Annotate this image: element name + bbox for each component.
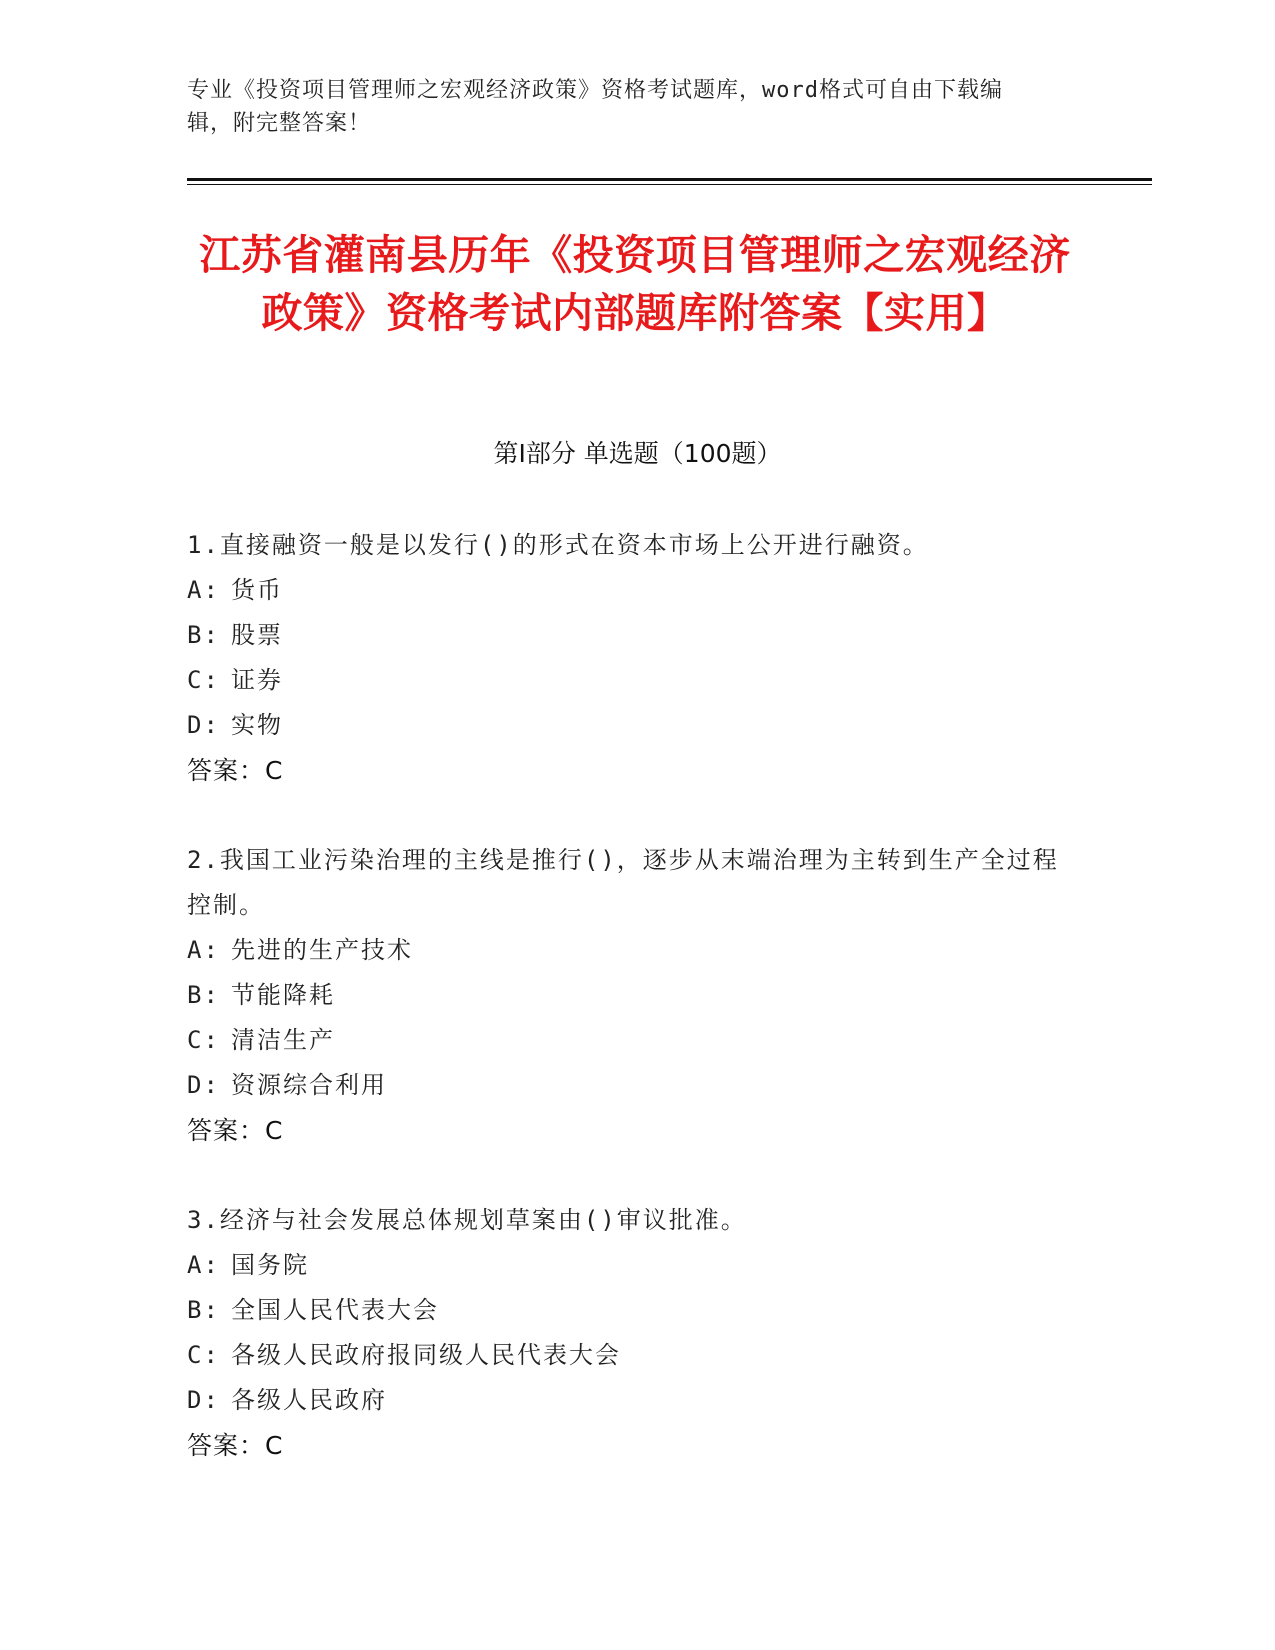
question-stem: 2.我国工业污染治理的主线是推行()，逐步从末端治理为主转到生产全过程控制。 — [187, 846, 1059, 919]
option-text: 节能降耗 — [231, 981, 335, 1009]
option-b — [187, 973, 1067, 1018]
option-text: 清洁生产 — [231, 1026, 335, 1054]
option-d — [187, 1378, 1067, 1423]
option-text: 先进的生产技术 — [231, 936, 413, 964]
option-key: D: — [187, 711, 220, 739]
header-note-line-1: 专业《投资项目管理师之宏观经济政策》资格考试题库，word格式可自由下载编 — [187, 78, 1003, 103]
option-key: B: — [187, 981, 220, 1009]
answer: 答案：C — [187, 1116, 284, 1145]
answer: 答案：C — [187, 756, 284, 785]
option-key: B: — [187, 1296, 220, 1324]
option-key: D: — [187, 1386, 220, 1414]
option-key: C: — [187, 1341, 220, 1369]
option-b — [187, 1288, 1067, 1333]
question-stem: 3.经济与社会发展总体规划草案由()审议批准。 — [187, 1206, 747, 1234]
question-stem: 1.直接融资一般是以发行()的形式在资本市场上公开进行融资。 — [187, 531, 929, 559]
header-divider-thin — [187, 184, 1152, 185]
option-key: C: — [187, 1026, 220, 1054]
option-text: 国务院 — [231, 1251, 309, 1279]
question-1 — [187, 523, 1067, 793]
document-title: 江苏省灌南县历年《投资项目管理师之宏观经济政策》资格考试内部题库附答案【实用】 — [199, 231, 1071, 337]
option-key: D: — [187, 1071, 220, 1099]
option-a — [187, 1243, 1067, 1288]
header-note — [187, 74, 1067, 140]
option-text: 各级人民政府 — [231, 1386, 387, 1414]
option-d — [187, 1063, 1067, 1108]
option-text: 证券 — [231, 666, 283, 694]
option-key: C: — [187, 666, 220, 694]
option-key: A: — [187, 936, 220, 964]
option-text: 实物 — [231, 711, 283, 739]
question-2 — [187, 838, 1067, 1153]
option-key: A: — [187, 576, 220, 604]
option-a — [187, 928, 1067, 973]
option-c — [187, 1018, 1067, 1063]
answer: 答案：C — [187, 1431, 284, 1460]
option-d — [187, 703, 1067, 748]
option-text: 各级人民政府报同级人民代表大会 — [231, 1341, 621, 1369]
option-c — [187, 658, 1067, 703]
section-heading: 第Ⅰ部分 单选题（100题） — [493, 439, 782, 468]
option-b — [187, 613, 1067, 658]
option-text: 全国人民代表大会 — [231, 1296, 439, 1324]
question-3 — [187, 1198, 1067, 1468]
header-divider-thick — [187, 178, 1152, 181]
option-text: 股票 — [231, 621, 283, 649]
option-text: 货币 — [231, 576, 283, 604]
option-key: B: — [187, 621, 220, 649]
option-a — [187, 568, 1067, 613]
header-note-line-2: 辑，附完整答案！ — [187, 111, 372, 136]
option-key: A: — [187, 1251, 220, 1279]
option-text: 资源综合利用 — [231, 1071, 387, 1099]
option-c — [187, 1333, 1067, 1378]
